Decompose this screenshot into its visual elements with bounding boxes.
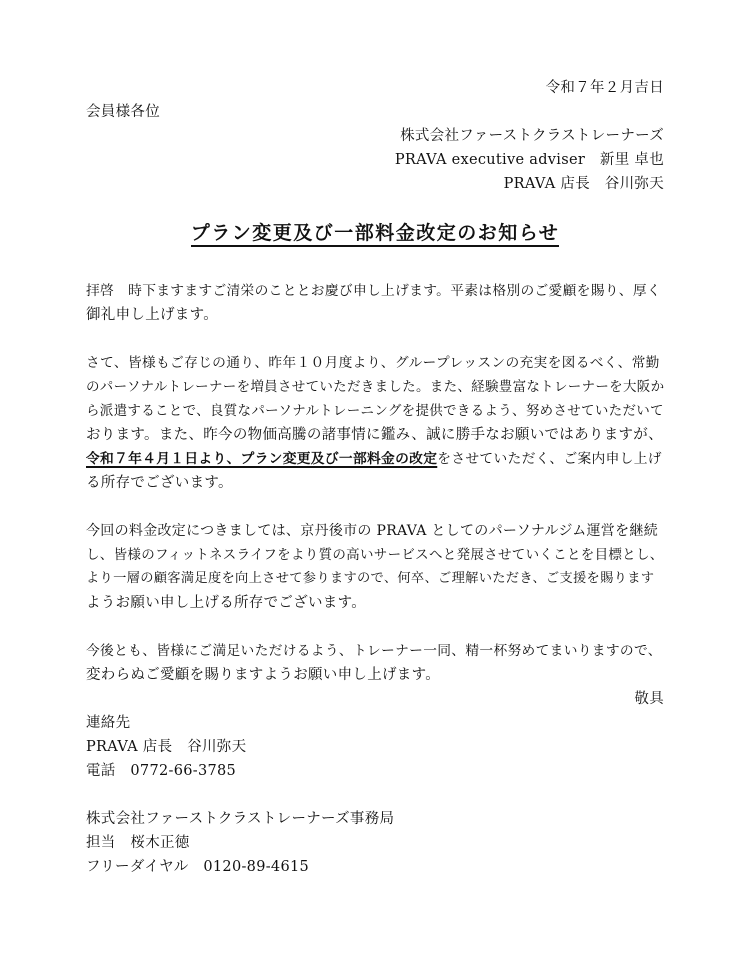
contact-heading: 連絡先	[86, 715, 131, 731]
office-name: 株式会社ファーストクラストレーナーズ事務局	[86, 811, 395, 827]
paragraph2-line-3: ら派遣することで、良質なパーソナルトレーニングを提供できるよう、努めさせていただいて	[86, 403, 664, 419]
paragraph2-line-6: る所存でございます。	[86, 475, 233, 491]
sender-manager: PRAVA 店長 谷川弥天	[503, 176, 664, 192]
paragraph2-line-1: さて、皆様もご存じの通り、昨年１０月度より、グループレッスンの充実を図るべく、常勤	[86, 355, 660, 371]
document-title	[0, 218, 750, 245]
greeting-line-1: 拝啓 時下ますますご清栄のこととお慶び申し上げます。平素は格別のご愛顧を賜り、厚く	[86, 283, 661, 299]
greeting-line-2: 御礼申し上げます。	[86, 307, 219, 323]
sender-company: 株式会社ファーストクラストレーナーズ	[400, 128, 664, 144]
office-freedial: フリーダイヤル 0120-89-4615	[86, 859, 310, 875]
paragraph2-line-4: おります。また、昨今の物価高騰の諸事情に鑑み、誠に勝手なお願いではありますが、	[86, 427, 663, 443]
sender-adviser: PRAVA executive adviser 新里 卓也	[394, 152, 664, 168]
office-person: 担当 桜木正徳	[86, 835, 190, 851]
contact-phone: 電話 0772-66-3785	[86, 763, 237, 779]
paragraph3-line-3: より一層の顧客満足度を向上させて参りますので、何卒、ご理解いただき、ご支援を賜ります	[86, 571, 655, 586]
closing: 敬具	[634, 691, 664, 707]
paragraph2-line-5-rest: をさせていただく、ご案内申し上げ	[437, 451, 662, 467]
contact-manager: PRAVA 店長 谷川弥天	[86, 739, 247, 755]
paragraph3-line-4: ようお願い申し上げる所存でございます。	[86, 595, 367, 611]
document-title-text: プラン変更及び一部料金改定のお知らせ	[191, 222, 559, 247]
date: 令和７年２月吉日	[545, 80, 664, 96]
revision-emphasis: 令和７年４月１日より、プラン変更及び一部料金の改定	[86, 451, 438, 467]
paragraph3-line-1: 今回の料金改定につきましては、京丹後市の PRAVA としてのパーソナルジム運営を継続	[86, 523, 658, 539]
paragraph2-line-5	[86, 449, 662, 469]
paragraph2-line-2: のパーソナルトレーナーを増員させていただきました。また、経験豊富なトレーナーを大阪か	[86, 379, 665, 395]
paragraph4-line-2: 変わらぬご愛顧を賜りますようお願い申し上げます。	[86, 667, 441, 683]
paragraph3-line-2: し、皆様のフィットネスライフをより質の高いサービスへと発展させていくことを目標とし、	[86, 547, 664, 563]
paragraph4-line-1: 今後とも、皆様にご満足いただけるよう、トレーナー一同、精一杯努めてまいりますので、	[86, 643, 662, 659]
recipient: 会員様各位	[86, 104, 160, 120]
